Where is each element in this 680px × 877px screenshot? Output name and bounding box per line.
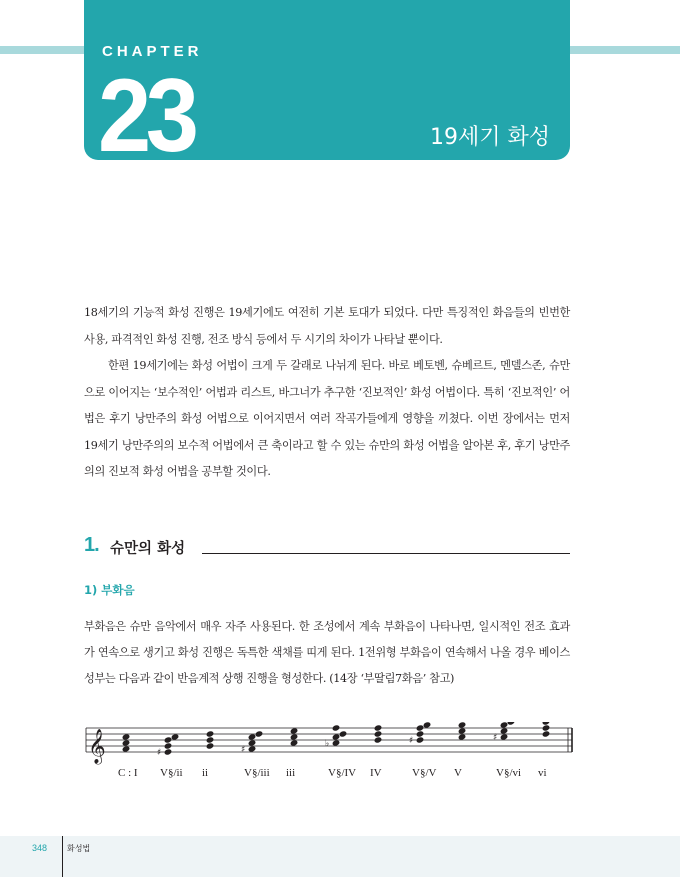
note-head	[542, 722, 551, 726]
sharp-icon: ♯	[241, 745, 246, 755]
footer	[0, 836, 680, 877]
note-head	[332, 724, 341, 731]
note-head	[458, 727, 467, 734]
staff-notation	[84, 722, 576, 782]
chord-label: C : I	[118, 767, 138, 779]
chapter-number: 23	[98, 58, 194, 174]
chord-label: V§/IV	[328, 767, 357, 779]
music-example	[84, 722, 576, 782]
note-head	[290, 727, 299, 734]
section-number: 1.	[84, 534, 99, 556]
chord-label: iii	[286, 767, 296, 779]
note-head	[171, 733, 180, 740]
chord-label: V§/iii	[244, 767, 270, 779]
note-head	[164, 748, 173, 755]
note-head	[164, 742, 173, 749]
note-head	[374, 736, 383, 743]
note-head	[164, 736, 173, 743]
note-head	[542, 724, 551, 731]
note-head	[374, 724, 383, 731]
note-head	[290, 733, 299, 740]
note-head	[500, 733, 509, 740]
sharp-icon: ♯	[157, 748, 162, 758]
chord-label: V	[454, 767, 462, 779]
note-head	[206, 742, 215, 749]
note-head	[248, 733, 257, 740]
treble-clef-icon: 𝄞	[88, 729, 106, 764]
note-head	[255, 730, 264, 737]
note-head	[542, 730, 551, 737]
flat-icon: ♭	[325, 739, 330, 749]
section-rule	[202, 553, 570, 554]
subsection-title: 1) 부화음	[84, 583, 135, 597]
note-head	[416, 730, 425, 737]
sharp-icon: ♯	[493, 733, 498, 743]
note-head	[122, 745, 131, 752]
chord-label: V§/vi	[496, 767, 522, 779]
chord-label: V§/V	[412, 767, 437, 779]
section-paragraph: 부화음은 슈만 음악에서 매우 자주 사용된다. 한 조성에서 계속 부화음이 나타나면, 일시적인 전조 효과가 연속으로 생기고 화성 진행은 독특한 색채를 띠게 된다. 1전위형 부화음이 연속해서 나올 경우 베이스 성부는 다음과 같이 반음계적 상행 진행을 형성한다. (14장 ‘부딸림7화음’ 참고)	[84, 620, 570, 685]
intro-paragraph-2: 한편 19세기에는 화성 어법이 크게 두 갈래로 나뉘게 된다. 바로 베토벤, 슈베르트, 멘델스존, 슈만으로 이어지는 ‘보수적인’ 어법과 리스트, 바그너가 추구한 ‘진보적인’ 화성 어법이다. 특히 ‘진보적인’ 어법은 후기 낭만주의 화성 어법으로 이어지면서 여러 작곡가들에게 영향을 끼쳤다. 이번 장에서는 먼저 19세기 낭만주의의 보수적 어법에서 큰 축이라고 할 수 있는 슈만의 화성 어법을 알아본 후, 후기 낭만주의의 진보적 화성 어법을 공부할 것이다.	[84, 359, 570, 478]
chord-label: V§/ii	[160, 767, 183, 779]
book-title: 화성법	[67, 844, 91, 853]
note-head	[122, 739, 131, 746]
chapter-header	[84, 0, 570, 174]
chapter-label: CHAPTER	[102, 43, 203, 60]
chord-label: vi	[538, 767, 547, 779]
note-head	[416, 724, 425, 731]
chapter-title: 19세기 화성	[430, 125, 550, 150]
note-head	[500, 727, 509, 734]
sharp-icon: ♯	[409, 736, 414, 746]
section-heading	[84, 534, 570, 558]
chord-label: IV	[370, 767, 382, 779]
note-head	[458, 733, 467, 740]
note-head	[206, 730, 215, 737]
note-head	[248, 745, 257, 752]
note-head	[507, 722, 516, 726]
note-head	[122, 733, 131, 740]
note-head	[416, 736, 425, 743]
note-head	[332, 739, 341, 746]
note-head	[374, 730, 383, 737]
note-head	[248, 739, 257, 746]
section-title: 슈만의 화성	[110, 541, 186, 557]
note-head	[290, 739, 299, 746]
page-number: 348	[32, 843, 48, 853]
note-head	[206, 736, 215, 743]
note-head	[332, 733, 341, 740]
intro-paragraph-1: 18세기의 기능적 화성 진행은 19세기에도 여전히 기본 토대가 되었다. 다만 특징적인 화음들의 빈번한 사용, 파격적인 화성 진행, 전조 방식 등에서 두 시기의 차이가 나타날 뿐이다.	[84, 306, 570, 346]
chord-label: ii	[202, 767, 209, 779]
footer-divider	[62, 836, 63, 877]
note-head	[339, 730, 348, 737]
